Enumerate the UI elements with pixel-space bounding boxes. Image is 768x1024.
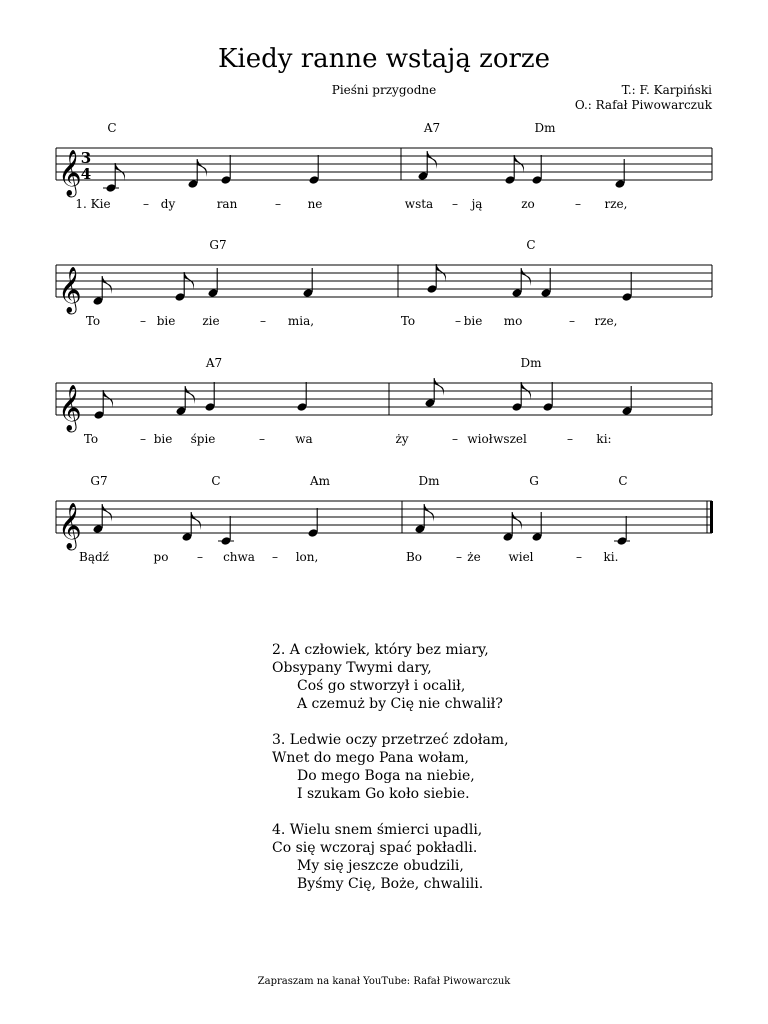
- verse-stanza: [272, 821, 509, 893]
- additional-verses: [272, 641, 509, 911]
- lyric-syllable: wioł: [467, 432, 493, 446]
- lyric-hyphen: –: [456, 550, 462, 564]
- treble-clef-icon: 𝄞: [58, 150, 82, 196]
- lyric-syllable: To: [400, 314, 416, 328]
- lyric-syllable: To: [83, 432, 99, 446]
- lyric-syllable: Bo: [405, 550, 423, 564]
- chord-symbol: C: [526, 238, 536, 252]
- lyric-syllable: zie: [202, 314, 220, 328]
- note-flag: [434, 378, 444, 396]
- verse-line: 2. A człowiek, który bez miary,: [272, 642, 489, 658]
- lyric-syllable: zo: [521, 197, 535, 211]
- lyric-hyphen: –: [452, 432, 458, 446]
- lyric-syllable: ran: [216, 197, 238, 211]
- note-flag: [102, 504, 112, 522]
- chord-symbol: A7: [423, 121, 441, 135]
- lyric-hyphen: –: [140, 432, 146, 446]
- lyric-syllable: rze,: [604, 197, 628, 211]
- verse-line: Obsypany Twymi dary,: [272, 660, 432, 676]
- treble-clef-icon: 𝄞: [58, 267, 82, 313]
- lyric-hyphen: –: [259, 432, 265, 446]
- chord-symbol: Dm: [534, 121, 556, 135]
- note-flag: [102, 276, 112, 294]
- chord-symbol: Dm: [520, 356, 542, 370]
- verse-line: Wnet do mego Pana wołam,: [272, 750, 469, 766]
- final-barline-thick: [710, 501, 713, 533]
- lyric-hyphen: –: [575, 197, 581, 211]
- lyric-syllable: ją: [471, 197, 483, 211]
- lyric-syllable: lon,: [295, 550, 319, 564]
- lyric-syllable: bie: [463, 314, 483, 328]
- lyrics-author: T.: F. Karpiński: [621, 83, 712, 97]
- verse-stanza: [272, 641, 509, 713]
- time-signature-top: 3: [80, 149, 92, 167]
- lyric-syllable: mia,: [287, 314, 315, 328]
- treble-clef-icon: 𝄞: [58, 503, 82, 549]
- chord-symbol: A7: [205, 356, 223, 370]
- verse-line: 3. Ledwie oczy przetrzeć zdołam,: [272, 732, 509, 748]
- song-title: Kiedy ranne wstają zorze: [217, 44, 551, 74]
- lyric-syllable: mo: [503, 314, 523, 328]
- lyric-hyphen: –: [576, 550, 582, 564]
- chord-symbol: G7: [209, 238, 227, 252]
- verse-line: My się jeszcze obudzili,: [297, 858, 464, 874]
- lyric-hyphen: –: [197, 550, 203, 564]
- note-flag: [521, 268, 531, 286]
- note-flag: [427, 151, 437, 169]
- footer-note: Zapraszam na kanał YouTube: Rafał Piwowarczuk: [257, 976, 511, 987]
- lyric-syllable: 1. Kie: [75, 197, 111, 211]
- lyric-syllable: wsta: [404, 197, 434, 211]
- lyric-hyphen: –: [143, 197, 149, 211]
- song-subtitle: Pieśni przygodne: [331, 83, 437, 97]
- lyric-hyphen: –: [567, 432, 573, 446]
- lyric-syllable: ki.: [603, 550, 619, 564]
- verse-line: A czemuż by Cię nie chwalił?: [297, 696, 503, 712]
- chord-symbol: C: [618, 474, 628, 488]
- lyric-syllable: po: [153, 550, 169, 564]
- chord-symbol: Am: [309, 474, 331, 488]
- lyric-syllable: wszel: [493, 432, 527, 446]
- lyric-syllable: rze,: [594, 314, 618, 328]
- verse-line: 4. Wielu snem śmierci upadli,: [272, 822, 483, 838]
- lyric-hyphen: –: [455, 314, 461, 328]
- note-flag: [197, 159, 207, 177]
- lyric-syllable: ży: [395, 432, 409, 446]
- time-signature-bottom: 4: [80, 165, 92, 183]
- lyric-hyphen: –: [275, 197, 281, 211]
- lyric-syllable: ne: [307, 197, 323, 211]
- chord-symbol: G: [529, 474, 539, 488]
- lyric-hyphen: –: [140, 314, 146, 328]
- verse-line: I szukam Go koło siebie.: [297, 786, 470, 802]
- treble-clef-icon: 𝄞: [58, 385, 82, 431]
- music-author: O.: Rafał Piwowarczuk: [574, 98, 712, 112]
- lyric-syllable: wa: [295, 432, 313, 446]
- lyric-syllable: śpie: [190, 432, 216, 446]
- verse-line: Do mego Boga na niebie,: [297, 768, 475, 784]
- note-flag: [512, 512, 522, 530]
- note-flag: [424, 504, 434, 522]
- chord-symbol: C: [211, 474, 221, 488]
- lyric-hyphen: –: [272, 550, 278, 564]
- lyric-syllable: chwa: [223, 550, 255, 564]
- lyric-syllable: ki:: [596, 432, 612, 446]
- lyric-syllable: bie: [153, 432, 173, 446]
- chord-symbol: C: [107, 121, 117, 135]
- note-flag: [191, 512, 201, 530]
- lyric-hyphen: –: [569, 314, 575, 328]
- lyric-syllable: wiel: [508, 550, 534, 564]
- note-flag: [185, 386, 195, 404]
- chord-symbol: Dm: [418, 474, 440, 488]
- verse-stanza: [272, 731, 509, 803]
- lyric-syllable: To: [85, 314, 101, 328]
- lyric-syllable: bie: [156, 314, 176, 328]
- lyric-hyphen: –: [260, 314, 266, 328]
- chord-symbol: G7: [90, 474, 108, 488]
- verse-line: Co się wczoraj spać pokładli.: [272, 840, 478, 856]
- lyric-syllable: Bądź: [79, 550, 109, 564]
- lyric-hyphen: –: [452, 197, 458, 211]
- verse-line: Byśmy Cię, Boże, chwalili.: [297, 876, 484, 892]
- verse-line: Coś go stworzył i ocalił,: [297, 678, 466, 694]
- lyric-syllable: dy: [160, 197, 176, 211]
- lyric-syllable: że: [467, 550, 481, 564]
